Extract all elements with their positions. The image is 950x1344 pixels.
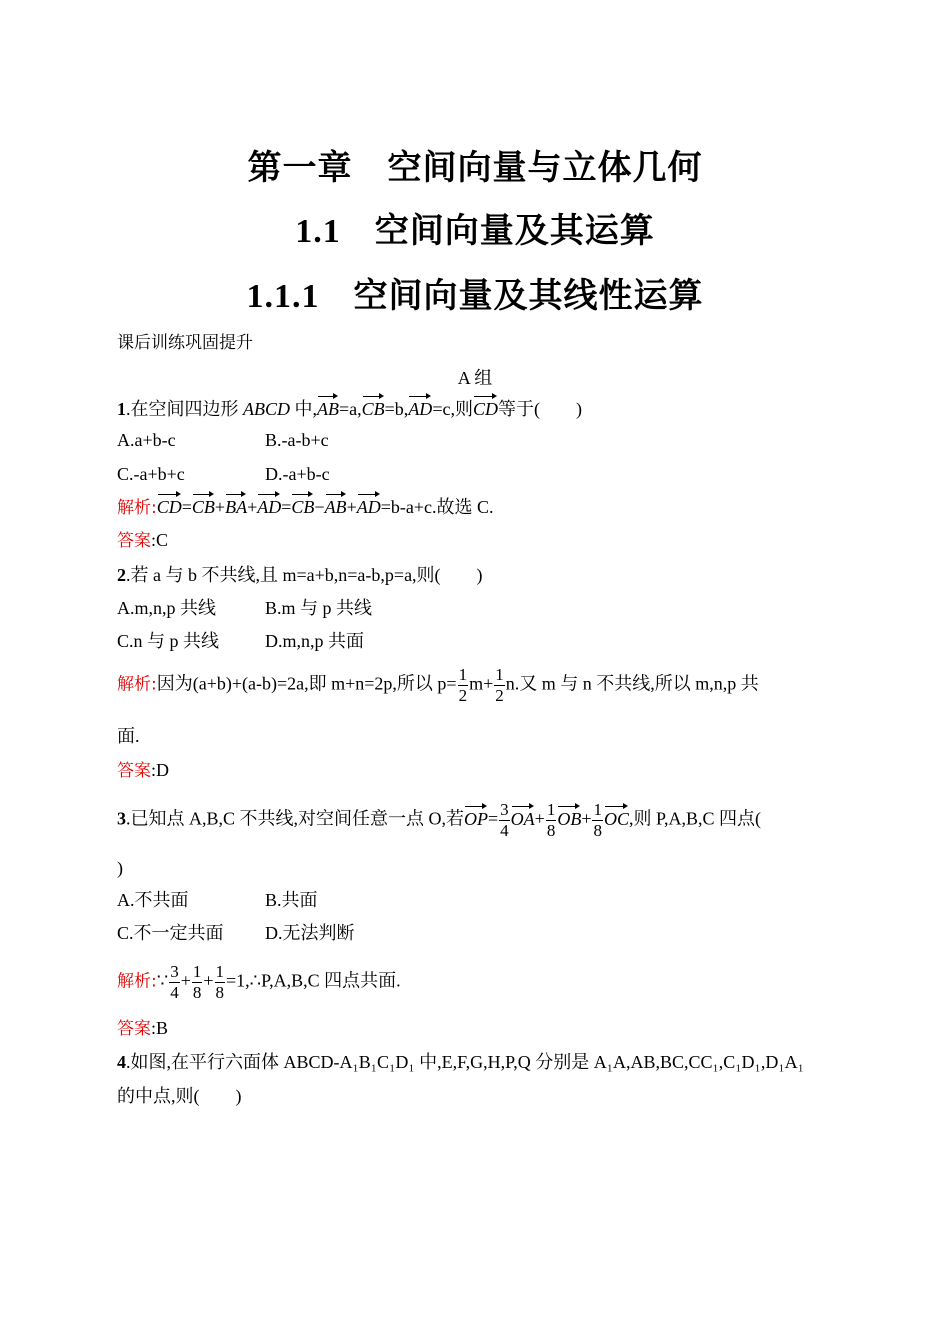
- analysis-2-wrap: 面.: [117, 726, 140, 746]
- question-number: 4: [117, 1052, 126, 1072]
- question-3: 3.已知点 A,B,C 不共线,对空间任意一点 O,若OP= $\frac{3}{4}$ OA+ $\frac{1}{8}$ OB+ $\frac{1}{8}$ OC,则 P,A,B,C 四点(: [117, 800, 762, 840]
- exercise-subtitle: 课后训练巩固提升: [117, 333, 253, 353]
- subsection-number: 1.1.1: [246, 278, 320, 315]
- analysis-label: 解析: [117, 498, 151, 518]
- answer-2: 答案:D: [117, 760, 170, 781]
- option-c: C.n 与 p 共线: [117, 631, 220, 651]
- option-c: C.-a+b+c: [117, 464, 185, 484]
- option-a: A.不共面: [117, 890, 189, 910]
- analysis-3: 解析:∵ $\frac{3}{4}$ + $\frac{1}{8}$ + $\frac{1}{8}$ =1,∴P,A,B,C 四点共面.: [117, 962, 401, 1002]
- option-d: D.-a+b-c: [265, 464, 330, 484]
- option-b: B.-a-b+c: [265, 430, 329, 450]
- question-1: 1.在空间四边形 ABCD 中,AB=a,CB=b,AD=c,则CD等于( ): [117, 393, 582, 421]
- section-title: [0, 203, 950, 252]
- option-a: A.a+b-c: [117, 430, 176, 450]
- question-4-wrap: 的中点,则( ): [117, 1086, 242, 1106]
- question-3-wrap: ): [117, 858, 123, 878]
- option-d: D.m,n,p 共面: [265, 631, 364, 651]
- question-4: 4.如图,在平行六面体 ABCD-A₁B₁C₁D₁ 中,E,F,G,H,P,Q 分别是 A₁A,AB,BC,CC₁,C₁D₁,D₁A₁: [117, 1052, 804, 1072]
- option-b: B.m 与 p 共线: [265, 598, 373, 618]
- vector-cb: CB: [362, 393, 385, 421]
- option-c: C.不一定共面: [117, 923, 224, 943]
- answer-label: 答案: [117, 531, 151, 551]
- chapter-title: 第一章 空间向量与立体几何: [247, 148, 703, 188]
- group-heading: A 组: [457, 368, 493, 388]
- answer-1: 答案:C: [117, 530, 169, 551]
- question-number: 1: [117, 399, 126, 419]
- option-b: B.共面: [265, 890, 318, 910]
- vector-ab: AB: [317, 393, 339, 421]
- question-2: 2.若 a 与 b 不共线,且 m=a+b,n=a-b,p=a,则( ): [117, 565, 483, 585]
- fraction-half: $\frac{1}{2}$: [458, 665, 468, 705]
- subsection-title: [0, 268, 950, 317]
- option-a: A.m,n,p 共线: [117, 598, 216, 618]
- analysis-2: 解析:因为(a+b)+(a-b)=2a,即 m+n=2p,所以 p= $\frac{1}{2}$ m+ $\frac{1}{2}$ n.又 m 与 n 不共线,所以 m,n,p 共: [117, 665, 759, 705]
- vector-cd: CD: [473, 393, 498, 421]
- vector-ad: AD: [408, 393, 432, 421]
- subsection-name: 空间向量及其线性运算: [353, 276, 704, 316]
- analysis-1: 解析:CD=CB+BA+AD=CB−AB+AD=b-a+c.故选 C.: [117, 491, 494, 520]
- question-number: 3: [117, 808, 126, 829]
- question-number: 2: [117, 565, 126, 585]
- answer-3: 答案:B: [117, 1018, 169, 1039]
- section-number: 1.1: [295, 213, 341, 250]
- section-name: 空间向量及其运算: [374, 211, 655, 251]
- fraction-half: $\frac{1}{2}$: [495, 665, 504, 705]
- option-d: D.无法判断: [265, 923, 355, 943]
